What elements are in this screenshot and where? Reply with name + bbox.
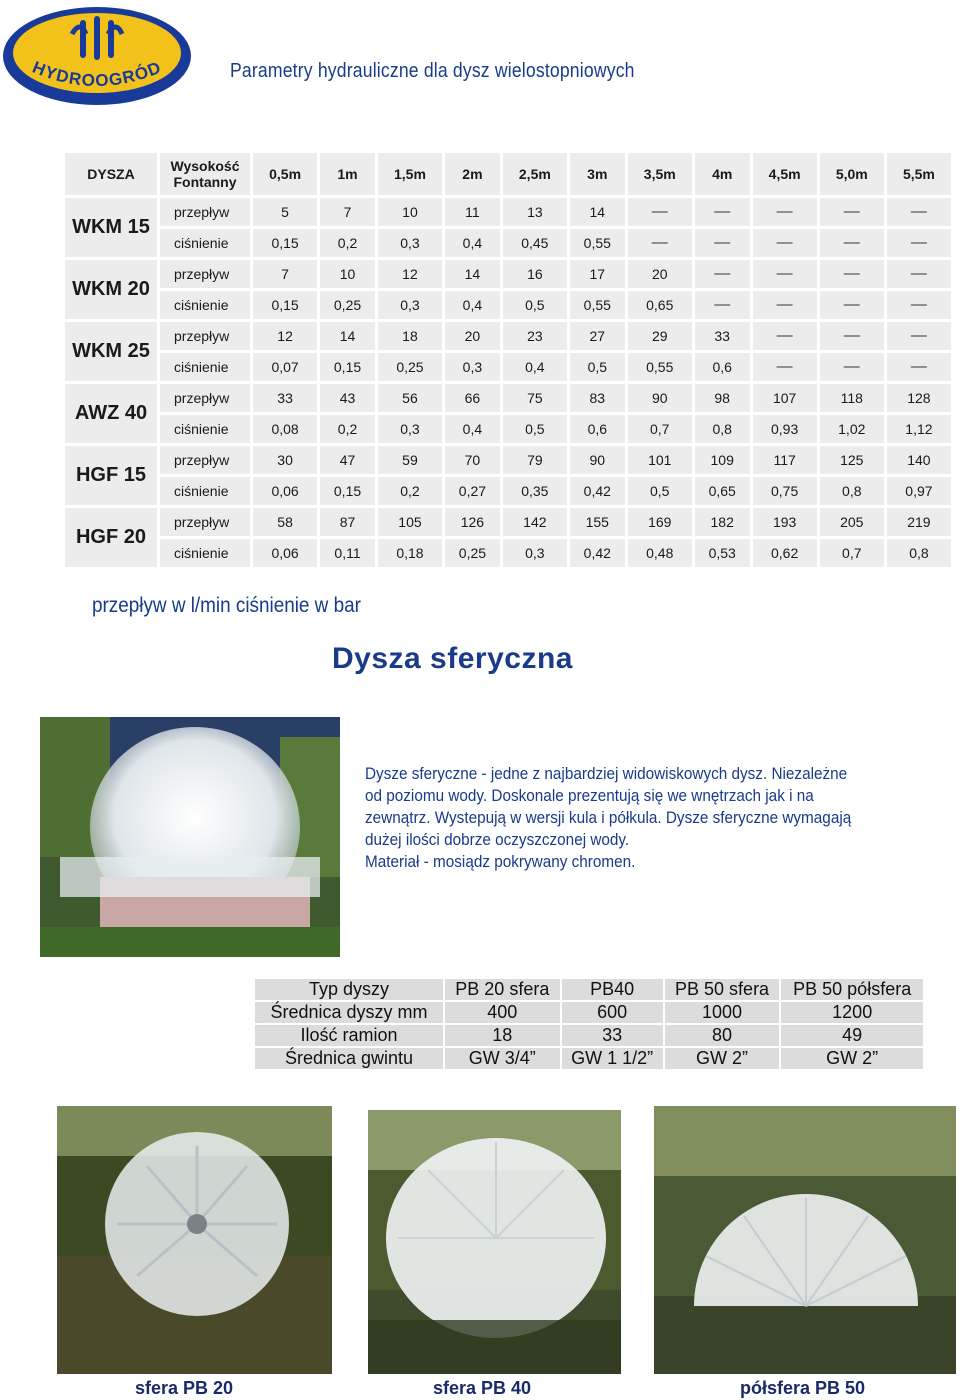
spec-cell: 1000	[665, 1002, 780, 1023]
spec-cell: PB 20 sfera	[445, 979, 560, 1000]
pressure-value: 0,4	[445, 291, 500, 319]
description-line: od poziomu wody. Doskonale prezentują się we wnętrzach jak i na	[365, 786, 814, 805]
pressure-value: 0,06	[253, 477, 317, 505]
pressure-value: 0,97	[887, 477, 951, 505]
spec-cell: 33	[562, 1025, 663, 1046]
pressure-value: 0,42	[570, 477, 625, 505]
column-header-height-value: 0,5m	[253, 153, 317, 195]
sphere-fountain-photo-icon	[368, 1110, 621, 1374]
flow-value: 5	[253, 198, 317, 226]
pressure-value: —	[820, 291, 884, 319]
section-title: Dysza sferyczna	[332, 642, 573, 675]
pressure-value: 0,25	[445, 539, 500, 567]
height-label-line2: Fontanny	[173, 174, 237, 190]
height-label-line1: Wysokość	[170, 158, 240, 174]
column-header-height-value: 5,5m	[887, 153, 951, 195]
pressure-value: 0,3	[378, 229, 442, 257]
spec-cell: PB 50 półsfera	[781, 979, 923, 1000]
pressure-value: 0,3	[445, 353, 500, 381]
flow-value: 87	[320, 508, 375, 536]
flow-value: 105	[378, 508, 442, 536]
table-row	[65, 260, 951, 288]
pressure-value: 0,4	[503, 353, 567, 381]
table-row	[65, 446, 951, 474]
table-row	[65, 198, 951, 226]
pressure-label: ciśnienie	[160, 415, 250, 443]
pressure-value: 1,12	[887, 415, 951, 443]
flow-value: —	[820, 198, 884, 226]
flow-value: —	[695, 260, 750, 288]
pressure-value: 0,2	[320, 229, 375, 257]
table-row	[255, 1048, 923, 1069]
flow-value: 16	[503, 260, 567, 288]
spec-cell: GW 1 1/2”	[562, 1048, 663, 1069]
table-row	[255, 1002, 923, 1023]
pressure-value: 0,5	[503, 415, 567, 443]
pressure-value: 0,06	[253, 539, 317, 567]
flow-value: 10	[320, 260, 375, 288]
pressure-value: 0,8	[695, 415, 750, 443]
column-header-height-value: 1m	[320, 153, 375, 195]
flow-value: 33	[695, 322, 750, 350]
pressure-value: 0,5	[570, 353, 625, 381]
flow-value: 14	[445, 260, 500, 288]
table-header-row	[65, 153, 951, 195]
pressure-value: 0,53	[695, 539, 750, 567]
flow-value: —	[820, 260, 884, 288]
pressure-value: 0,65	[695, 477, 750, 505]
flow-label: przepływ	[160, 508, 250, 536]
flow-value: 13	[503, 198, 567, 226]
flow-value: 70	[445, 446, 500, 474]
flow-value: 18	[378, 322, 442, 350]
flow-value: 155	[570, 508, 625, 536]
flow-value: 7	[253, 260, 317, 288]
pressure-value: 0,18	[378, 539, 442, 567]
table-row	[65, 229, 951, 257]
pressure-value: 0,55	[570, 291, 625, 319]
pressure-value: —	[887, 229, 951, 257]
flow-value: 90	[628, 384, 692, 412]
flow-value: 27	[570, 322, 625, 350]
flow-value: 109	[695, 446, 750, 474]
flow-value: 205	[820, 508, 884, 536]
pressure-value: —	[820, 353, 884, 381]
flow-value: 30	[253, 446, 317, 474]
flow-value: 101	[628, 446, 692, 474]
pressure-value: 0,55	[570, 229, 625, 257]
pressure-value: —	[753, 229, 817, 257]
flow-value: 90	[570, 446, 625, 474]
flow-value: 17	[570, 260, 625, 288]
pressure-value: 0,7	[628, 415, 692, 443]
column-header-height-value: 3m	[570, 153, 625, 195]
flow-value: —	[887, 260, 951, 288]
photo-caption: sfera PB 20	[135, 1378, 234, 1398]
pressure-label: ciśnienie	[160, 291, 250, 319]
spec-cell: 1200	[781, 1002, 923, 1023]
table-row	[65, 322, 951, 350]
table-row	[255, 979, 923, 1000]
flow-value: 14	[570, 198, 625, 226]
spec-cell: GW 2”	[665, 1048, 780, 1069]
sphere-pb20-photo	[57, 1106, 332, 1374]
pressure-value: 0,5	[503, 291, 567, 319]
flow-value: 23	[503, 322, 567, 350]
table-row	[65, 477, 951, 505]
spherical-fountain-photo	[40, 717, 340, 957]
flow-value: 75	[503, 384, 567, 412]
photo-caption: półsfera PB 50	[740, 1378, 866, 1398]
column-header-height-value: 5,0m	[820, 153, 884, 195]
flow-value: —	[753, 260, 817, 288]
description-line: zewnątrz. Wystepują w wersji kula i półkula. Dysze sferyczne wymagają	[365, 808, 852, 827]
flow-value: 126	[445, 508, 500, 536]
pressure-value: 0,6	[570, 415, 625, 443]
pressure-value: 0,2	[320, 415, 375, 443]
column-header-height-value: 4m	[695, 153, 750, 195]
logo-icon	[2, 6, 192, 106]
sphere-pb40-photo	[368, 1110, 621, 1374]
nozzle-name: HGF 20	[65, 508, 157, 567]
pressure-value: —	[887, 353, 951, 381]
pressure-value: 0,55	[628, 353, 692, 381]
flow-value: —	[887, 322, 951, 350]
pressure-value: 0,8	[820, 477, 884, 505]
flow-value: 10	[378, 198, 442, 226]
pressure-value: 0,11	[320, 539, 375, 567]
column-header-height-value: 4,5m	[753, 153, 817, 195]
flow-value: 66	[445, 384, 500, 412]
flow-label: przepływ	[160, 322, 250, 350]
description-line: Materiał - mosiądz pokrywany chromen.	[365, 852, 636, 871]
pressure-label: ciśnienie	[160, 229, 250, 257]
logo-text: HYDROOGRÓD	[29, 57, 165, 91]
spec-cell: 18	[445, 1025, 560, 1046]
pressure-value: 0,8	[887, 539, 951, 567]
flow-value: 182	[695, 508, 750, 536]
description	[365, 763, 869, 873]
flow-value: 47	[320, 446, 375, 474]
flow-value: 14	[320, 322, 375, 350]
photo-caption: sfera PB 40	[433, 1378, 532, 1398]
spec-cell: 80	[665, 1025, 780, 1046]
nozzle-name: AWZ 40	[65, 384, 157, 443]
pressure-value: 0,7	[820, 539, 884, 567]
flow-value: 12	[253, 322, 317, 350]
flow-value: 59	[378, 446, 442, 474]
flow-value: 219	[887, 508, 951, 536]
flow-value: —	[695, 198, 750, 226]
pressure-value: 0,42	[570, 539, 625, 567]
spec-cell: 600	[562, 1002, 663, 1023]
column-header-height-value: 2m	[445, 153, 500, 195]
spec-label: Średnica gwintu	[255, 1048, 443, 1069]
description-line: Dysze sferyczne - jedne z najbardziej widowiskowych dysz. Niezależne	[365, 764, 848, 783]
pressure-value: 0,65	[628, 291, 692, 319]
pressure-value: 0,2	[378, 477, 442, 505]
flow-value: —	[887, 198, 951, 226]
flow-value: 20	[628, 260, 692, 288]
pressure-value: 0,5	[628, 477, 692, 505]
flow-value: 98	[695, 384, 750, 412]
pressure-value: 0,15	[320, 477, 375, 505]
pressure-value: —	[820, 229, 884, 257]
pressure-value: —	[695, 291, 750, 319]
pressure-value: 0,15	[253, 229, 317, 257]
flow-value: 117	[753, 446, 817, 474]
spec-cell: 400	[445, 1002, 560, 1023]
spec-cell: GW 2”	[781, 1048, 923, 1069]
flow-value: 107	[753, 384, 817, 412]
table-row	[65, 539, 951, 567]
pressure-label: ciśnienie	[160, 477, 250, 505]
pressure-value: 0,08	[253, 415, 317, 443]
pressure-value: 1,02	[820, 415, 884, 443]
spec-label: Średnica dyszy mm	[255, 1002, 443, 1023]
flow-value: 20	[445, 322, 500, 350]
pressure-value: 0,07	[253, 353, 317, 381]
spherical-fountain-photo-icon	[40, 717, 340, 957]
pressure-value: —	[753, 291, 817, 319]
flow-label: przepływ	[160, 260, 250, 288]
flow-value: 7	[320, 198, 375, 226]
column-header-nozzle: DYSZA	[65, 153, 157, 195]
flow-label: przepływ	[160, 384, 250, 412]
nozzle-name: WKM 20	[65, 260, 157, 319]
flow-value: 33	[253, 384, 317, 412]
nozzle-spec-table	[253, 977, 925, 1071]
table-row	[65, 415, 951, 443]
pressure-value: 0,3	[503, 539, 567, 567]
hemisphere-fountain-photo-icon	[654, 1106, 956, 1374]
hydroogrod-logo	[2, 6, 192, 106]
flow-value: 79	[503, 446, 567, 474]
pressure-value: 0,4	[445, 415, 500, 443]
pressure-value: 0,15	[320, 353, 375, 381]
flow-value: —	[753, 198, 817, 226]
flow-value: —	[753, 322, 817, 350]
column-header-height	[160, 153, 250, 195]
table-row	[255, 1025, 923, 1046]
sphere-fountain-photo-icon	[57, 1106, 332, 1374]
flow-value: 43	[320, 384, 375, 412]
table-row	[65, 353, 951, 381]
column-header-height-value: 1,5m	[378, 153, 442, 195]
spec-cell: 49	[781, 1025, 923, 1046]
pressure-value: 0,25	[320, 291, 375, 319]
pressure-value: 0,75	[753, 477, 817, 505]
flow-value: —	[820, 322, 884, 350]
nozzle-name: WKM 15	[65, 198, 157, 257]
pressure-value: 0,93	[753, 415, 817, 443]
pressure-value: 0,35	[503, 477, 567, 505]
nozzle-name: HGF 15	[65, 446, 157, 505]
spec-label: Typ dyszy	[255, 979, 443, 1000]
flow-value: 128	[887, 384, 951, 412]
pressure-value: 0,48	[628, 539, 692, 567]
pressure-label: ciśnienie	[160, 539, 250, 567]
flow-value: —	[628, 198, 692, 226]
spec-cell: PB 50 sfera	[665, 979, 780, 1000]
flow-value: 193	[753, 508, 817, 536]
pressure-label: ciśnienie	[160, 353, 250, 381]
pressure-value: 0,4	[445, 229, 500, 257]
flow-value: 29	[628, 322, 692, 350]
flow-label: przepływ	[160, 198, 250, 226]
flow-value: 83	[570, 384, 625, 412]
pressure-value: —	[753, 353, 817, 381]
column-header-height-value: 2,5m	[503, 153, 567, 195]
column-header-height-value: 3,5m	[628, 153, 692, 195]
pressure-value: —	[695, 229, 750, 257]
pressure-value: 0,15	[253, 291, 317, 319]
nozzle-name: WKM 25	[65, 322, 157, 381]
pressure-value: 0,3	[378, 291, 442, 319]
flow-label: przepływ	[160, 446, 250, 474]
pressure-value: 0,62	[753, 539, 817, 567]
pressure-value: 0,45	[503, 229, 567, 257]
page-title: Parametry hydrauliczne dla dysz wielostopniowych	[230, 60, 635, 82]
pressure-value: —	[887, 291, 951, 319]
spec-cell: GW 3/4”	[445, 1048, 560, 1069]
pressure-value: 0,27	[445, 477, 500, 505]
units-note: przepływ w l/min ciśnienie w bar	[92, 594, 361, 617]
pressure-value: —	[628, 229, 692, 257]
flow-value: 142	[503, 508, 567, 536]
spec-cell: PB40	[562, 979, 663, 1000]
flow-value: 125	[820, 446, 884, 474]
hydraulic-parameters-table	[62, 150, 954, 570]
flow-value: 12	[378, 260, 442, 288]
description-line: dużej ilości dobrze oczyszczonej wody.	[365, 830, 630, 849]
flow-value: 56	[378, 384, 442, 412]
hemisphere-pb50-photo	[654, 1106, 956, 1374]
flow-value: 140	[887, 446, 951, 474]
flow-value: 58	[253, 508, 317, 536]
flow-value: 118	[820, 384, 884, 412]
pressure-value: 0,25	[378, 353, 442, 381]
pressure-value: 0,3	[378, 415, 442, 443]
table-row	[65, 384, 951, 412]
spec-label: Ilość ramion	[255, 1025, 443, 1046]
pressure-value: 0,6	[695, 353, 750, 381]
table-row	[65, 291, 951, 319]
flow-value: 169	[628, 508, 692, 536]
table-row	[65, 508, 951, 536]
flow-value: 11	[445, 198, 500, 226]
